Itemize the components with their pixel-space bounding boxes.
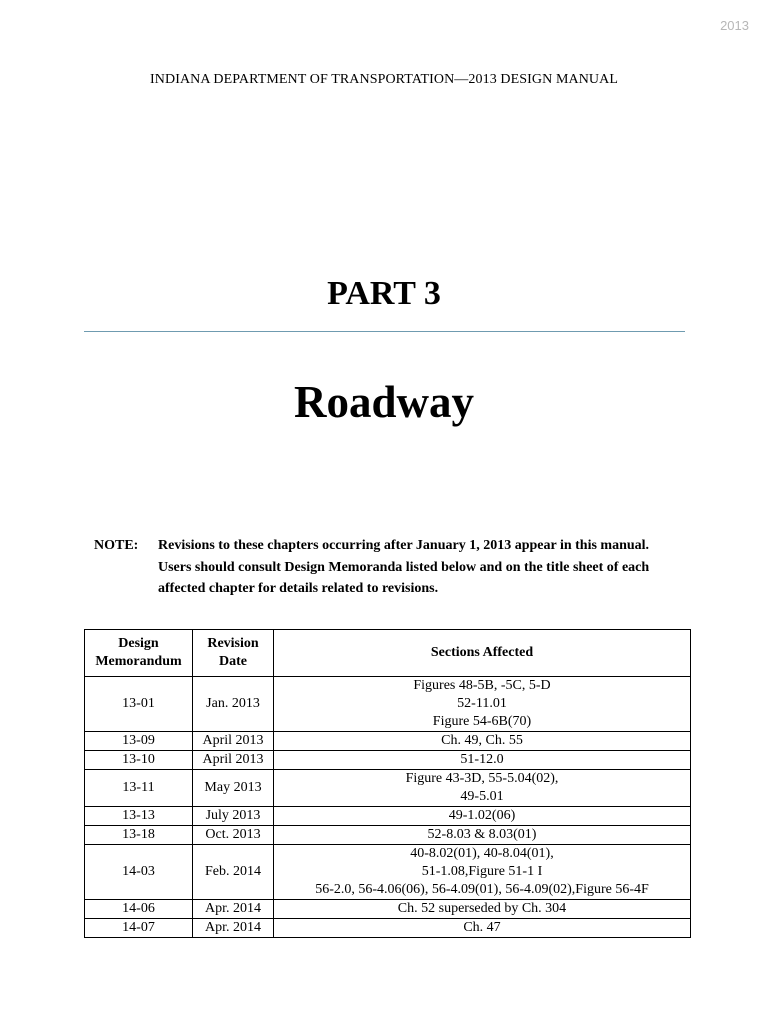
memo-number-cell: 13-10 [85, 751, 193, 770]
section-line: Ch. 47 [463, 920, 501, 935]
header-design-memorandum: Design Memorandum [85, 630, 193, 677]
revision-date-cell: Jan. 2013 [193, 677, 274, 732]
section-line: 40-8.02(01), 40-8.04(01), [410, 846, 554, 861]
sections-affected-cell [274, 770, 691, 807]
section-line: 51-12.0 [460, 752, 504, 767]
table-row [85, 807, 691, 826]
table-row [85, 732, 691, 751]
table-row [85, 751, 691, 770]
note-label: NOTE: [94, 538, 139, 553]
section-line: 49-1.02(06) [448, 808, 516, 823]
sections-affected-cell [274, 919, 691, 938]
revisions-table [84, 629, 691, 938]
revision-note [94, 535, 694, 600]
revision-date-cell: Oct. 2013 [193, 826, 274, 845]
memo-number-cell: 13-01 [85, 677, 193, 732]
subject-title: Roadway [293, 377, 475, 427]
section-line: 51-1.08,Figure 51-1 I [421, 864, 543, 879]
memo-number-cell: 14-03 [85, 845, 193, 900]
revision-date-cell: July 2013 [193, 807, 274, 826]
section-line: 52-11.01 [457, 696, 507, 711]
revision-date-cell: April 2013 [193, 751, 274, 770]
section-line: 49-5.01 [460, 789, 504, 804]
section-line: Figure 43-3D, 55-5.04(02), [405, 771, 559, 786]
memo-number-cell: 14-07 [85, 919, 193, 938]
memo-number-cell: 13-09 [85, 732, 193, 751]
sections-affected-cell [274, 845, 691, 900]
section-line: Ch. 52 superseded by Ch. 304 [397, 901, 567, 916]
table-row [85, 919, 691, 938]
memo-number-cell: 14-06 [85, 900, 193, 919]
document-header: INDIANA DEPARTMENT OF TRANSPORTATION—2013 DESIGN MANUAL [150, 72, 618, 87]
table-header-row [85, 630, 691, 677]
sections-affected-cell [274, 677, 691, 732]
table-row [85, 845, 691, 900]
header-sections-affected: Sections Affected [274, 630, 691, 677]
table-row [85, 677, 691, 732]
sections-affected-cell [274, 751, 691, 770]
section-line: Figure 54-6B(70) [432, 714, 532, 729]
section-line: 52-8.03 & 8.03(01) [427, 827, 537, 842]
sections-affected-cell [274, 732, 691, 751]
section-line: Ch. 49, Ch. 55 [441, 733, 523, 748]
note-text: Revisions to these chapters occurring after January 1, 2013 appear in this manual. Users should consult Design Memoranda listed below and on the title sheet of each affected chapter for details related to revisions. [158, 538, 650, 596]
section-line: 56-2.0, 56-4.06(06), 56-4.09(01), 56-4.09(02),Figure 56-4F [315, 882, 649, 897]
revision-date-cell: Apr. 2014 [193, 919, 274, 938]
sections-affected-cell [274, 807, 691, 826]
table-row [85, 826, 691, 845]
sections-affected-cell [274, 900, 691, 919]
memo-number-cell: 13-18 [85, 826, 193, 845]
title-divider [84, 331, 685, 332]
header-revision-date: Revision Date [193, 630, 274, 677]
table-row [85, 900, 691, 919]
revision-date-cell: Apr. 2014 [193, 900, 274, 919]
revisions-table-body [85, 677, 691, 938]
memo-number-cell: 13-11 [85, 770, 193, 807]
revision-date-cell: April 2013 [193, 732, 274, 751]
revision-date-cell: May 2013 [193, 770, 274, 807]
table-row [85, 770, 691, 807]
corner-year: 2013 [720, 18, 749, 33]
revision-date-cell: Feb. 2014 [193, 845, 274, 900]
memo-number-cell: 13-13 [85, 807, 193, 826]
sections-affected-cell [274, 826, 691, 845]
part-title: PART 3 [327, 275, 441, 312]
section-line: Figures 48-5B, -5C, 5-D [413, 678, 551, 693]
